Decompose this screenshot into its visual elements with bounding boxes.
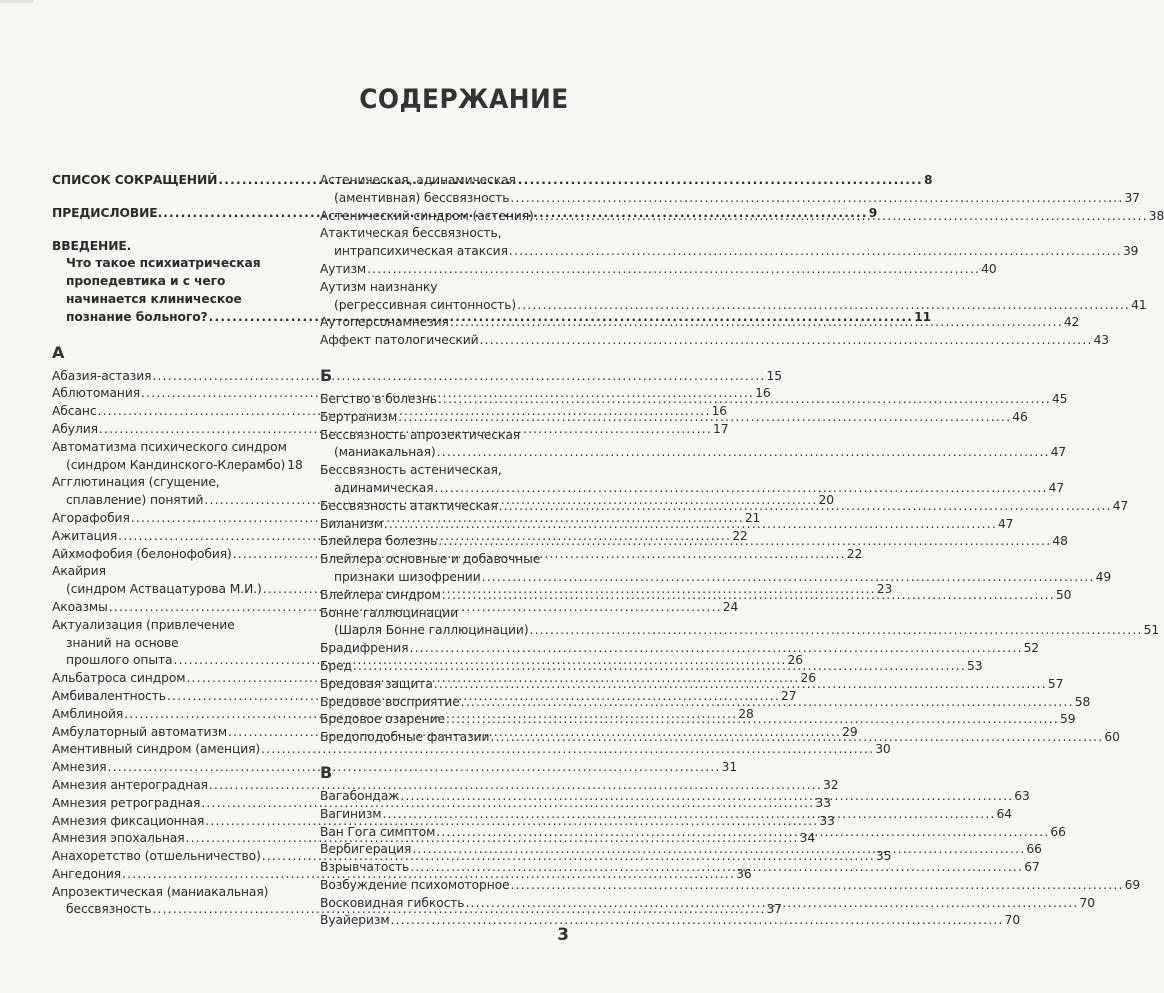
toc-page-number: 47 xyxy=(997,516,1014,531)
toc-page-number: 23 xyxy=(876,582,893,597)
toc-entry-title: Вагинизм xyxy=(320,806,382,821)
toc-entry[interactable] xyxy=(52,741,891,759)
toc-entry-row xyxy=(320,569,1112,587)
toc-page-number: 45 xyxy=(1051,391,1068,406)
toc-entry-title: (аментивная) бессвязность xyxy=(334,190,510,205)
toc-entry-line: Атактическая бессвязность, xyxy=(320,226,502,241)
toc-entry-title: Абсанс xyxy=(52,404,97,419)
toc-entry-title: Блейлера синдром xyxy=(320,587,441,602)
dot-leader xyxy=(510,190,1123,208)
dot-leader xyxy=(398,409,1011,427)
dot-leader xyxy=(446,711,1059,729)
toc-entry[interactable] xyxy=(52,439,303,475)
dot-leader xyxy=(400,788,1013,806)
toc-entry-row xyxy=(320,208,1164,226)
toc-entry-row xyxy=(320,261,997,279)
dot-leader xyxy=(438,533,1051,551)
toc-page-number: 53 xyxy=(966,658,983,673)
toc-page-number: 66 xyxy=(1026,842,1042,857)
toc-entry-title: (Шарля Бонне галлюцинации) xyxy=(334,623,529,638)
toc-entry-title: Блейлера болезнь xyxy=(320,534,438,549)
dot-leader xyxy=(382,806,995,824)
dot-leader xyxy=(434,676,1047,694)
toc-page-number: 52 xyxy=(1023,641,1040,656)
toc-entry-title: Амбивалентность xyxy=(52,688,166,703)
section-letter-v: В xyxy=(320,762,333,782)
toc-page-number: 43 xyxy=(1093,333,1110,348)
section-letter-b: Б xyxy=(320,365,333,385)
toc-entry-title: Вуайеризм xyxy=(320,913,390,928)
toc-entry-title: Аутоперсонамнезия xyxy=(320,315,449,330)
toc-entry[interactable] xyxy=(320,208,1164,226)
dot-leader xyxy=(509,243,1122,261)
toc-entry-line: начинается клиническое xyxy=(66,291,242,306)
toc-page-number: 58 xyxy=(1074,694,1091,709)
toc-entry-title: (маниакальная) xyxy=(334,445,436,460)
toc-entry[interactable] xyxy=(320,877,1141,895)
toc-page-number: 33 xyxy=(815,795,831,810)
dot-leader xyxy=(535,208,1148,226)
toc-page-number: 37 xyxy=(1124,190,1140,205)
toc-entry-title: Бертранизм xyxy=(320,409,398,424)
toc-page-number: 59 xyxy=(1060,712,1076,727)
toc-entry-title: Амблинойя xyxy=(52,706,124,721)
toc-entry-title: Бредоподобные фантазии xyxy=(320,730,490,745)
toc-entry-title: прошлого опыта xyxy=(66,653,173,668)
toc-entry-title: познание больного? xyxy=(66,309,208,324)
toc-page-number: 51 xyxy=(1143,623,1160,638)
toc-entry-line: пропедевтика и с чего xyxy=(66,274,226,289)
toc-entry-title: Амбулаторный автоматизм xyxy=(52,724,228,739)
section-letter-a: А xyxy=(52,342,65,362)
toc-entry-row xyxy=(320,332,1110,350)
toc-entry-title: ПРЕДИСЛОВИЕ. xyxy=(52,205,163,220)
toc-entry-title: Биланизм xyxy=(320,516,383,531)
toc-page-number: 67 xyxy=(1024,860,1040,875)
toc-page-number: 32 xyxy=(823,777,839,792)
toc-entry-title: Бредовое озарение xyxy=(320,712,445,727)
toc-entry-title: Агорафобия xyxy=(52,510,130,525)
dot-leader xyxy=(412,841,1025,859)
toc-entry-title: Ангедония xyxy=(52,866,122,881)
toc-entry-title: (синдром Аствацатурова М.И.) xyxy=(66,582,262,597)
toc-page-number: 69 xyxy=(1124,877,1141,892)
dot-leader xyxy=(480,332,1093,350)
toc-page-number: 20 xyxy=(818,493,834,508)
toc-entry-title: (синдром Кандинского-Клерамбо) xyxy=(66,457,286,472)
toc-entry-title: Ван Гога симптом xyxy=(320,824,436,839)
toc-page-number: 21 xyxy=(744,510,761,525)
toc-page-number: 29 xyxy=(842,724,858,739)
toc-page-number: 8 xyxy=(923,173,933,187)
toc-page-number: 40 xyxy=(981,261,997,276)
toc-entry-line: Апрозектическая (маниакальная) xyxy=(52,884,269,899)
toc-page-number: 22 xyxy=(846,546,863,561)
toc-entry-line: Аутизм наизнанку xyxy=(320,279,438,294)
dot-leader xyxy=(353,658,966,676)
toc-entry-title: Астенический синдром (астения) xyxy=(320,208,534,223)
toc-entry-title: сплавление) понятий xyxy=(66,493,204,508)
dot-leader xyxy=(482,569,1095,587)
toc-entry-title: Бредовое восприятие xyxy=(320,694,460,709)
toc-page-number: 39 xyxy=(1122,244,1139,259)
toc-page-number: 66 xyxy=(1050,824,1066,839)
toc-page-number: 16 xyxy=(755,386,771,401)
toc-entry-title: Амнезия эпохальная xyxy=(52,831,185,846)
dot-leader xyxy=(465,895,1078,913)
toc-page-number: 17 xyxy=(712,421,729,436)
toc-entry-title: Ажитация xyxy=(52,528,118,543)
toc-entry-title: Амнезия ретроградная xyxy=(52,795,201,810)
toc-entry-row xyxy=(320,622,1160,640)
toc-page-number: 47 xyxy=(1050,445,1067,460)
toc-entry-line: ВВЕДЕНИЕ. xyxy=(52,238,132,253)
toc-entry-row xyxy=(320,297,1147,315)
toc-entry-line: Бонне галлюцинации xyxy=(320,605,459,620)
toc-entry-title: Брадифрения xyxy=(320,641,409,656)
toc-entry-row xyxy=(320,243,1139,261)
toc-entry-title: Восковидная гибкость xyxy=(320,895,465,910)
toc-entry-title: Бредовая защита xyxy=(320,676,433,691)
toc-page-number: 36 xyxy=(736,866,752,881)
toc-page-number: 26 xyxy=(800,671,816,686)
toc-entry-line: Астеническая, адинамическая xyxy=(320,173,516,187)
dot-leader xyxy=(437,444,1050,462)
toc-page-number: 26 xyxy=(787,653,803,668)
toc-entry-line: знаний на основе xyxy=(66,635,179,650)
toc-entry-title: признаки шизофрении xyxy=(334,569,481,584)
dot-leader xyxy=(438,391,1051,409)
toc-page-number: 49 xyxy=(1095,569,1112,584)
toc-entry-title: Абулия xyxy=(52,421,98,436)
toc-entry-line: Акайрия xyxy=(52,564,106,579)
toc-entry-title: Аблютомания xyxy=(52,386,141,401)
toc-page-number: 48 xyxy=(1052,534,1068,549)
toc-page-number: 16 xyxy=(711,404,728,419)
toc-page-number: 37 xyxy=(766,902,782,917)
page-number: 3 xyxy=(557,925,569,945)
dot-leader xyxy=(367,261,980,279)
toc-entry-title: Бессвязность атактическая xyxy=(320,498,498,513)
toc-entry-title: Айхмофобия (белонофобия) xyxy=(52,546,232,561)
toc-page-number: 63 xyxy=(1014,788,1030,803)
dot-leader xyxy=(511,877,1124,895)
toc-entry-row xyxy=(52,759,738,777)
toc-entry-row xyxy=(52,368,782,386)
toc-page-number: 47 xyxy=(1112,498,1129,513)
toc-page-number: 35 xyxy=(875,849,892,864)
toc-entry-row xyxy=(320,480,1065,498)
toc-entry-row xyxy=(320,877,1141,895)
toc-entry[interactable] xyxy=(320,279,1147,315)
toc-entry-title: Бегство в болезнь xyxy=(320,391,437,406)
toc-entry-title: Амнезия фиксационная xyxy=(52,813,205,828)
toc-page-number: 15 xyxy=(766,368,782,383)
toc-entry-title: Вербигерация xyxy=(320,842,412,857)
toc-entry[interactable] xyxy=(320,332,1110,350)
toc-entry-title: Вагабондаж xyxy=(320,788,400,803)
toc-entry-title: Альбатроса синдром xyxy=(52,671,186,686)
toc-page-number: 47 xyxy=(1048,480,1065,495)
toc-page-number: 38 xyxy=(1148,208,1164,223)
toc-page-number: 24 xyxy=(722,599,739,614)
toc-entry-title: Анахоретство (отшельничество) xyxy=(52,849,261,864)
toc-page-number: 46 xyxy=(1012,409,1028,424)
toc-entry-line: Бессвязность астеническая, xyxy=(320,463,502,478)
toc-entry-title: Амнезия антероградная xyxy=(52,777,208,792)
toc-page-number: 64 xyxy=(996,806,1012,821)
dot-leader xyxy=(450,314,1063,332)
toc-entry-title: Аутизм xyxy=(320,261,367,276)
toc-page-number: 70 xyxy=(1079,895,1095,910)
toc-page-number: 70 xyxy=(1004,913,1021,928)
toc-entry[interactable] xyxy=(320,225,1139,261)
dot-leader xyxy=(410,640,1023,658)
dot-leader xyxy=(391,912,1004,930)
scan-edge-mark xyxy=(0,0,34,3)
toc-entry-title: Аментивный синдром (аменция) xyxy=(52,742,261,757)
dot-leader xyxy=(490,729,1103,747)
toc-entry[interactable] xyxy=(52,759,738,777)
toc-page-number: 9 xyxy=(868,205,878,220)
toc-entry-line: Блейлера основные и добавочные xyxy=(320,552,541,567)
toc-entry-row xyxy=(52,457,303,475)
toc-page-number: 34 xyxy=(799,831,816,846)
toc-page-number: 27 xyxy=(780,688,797,703)
toc-entry-row xyxy=(52,777,839,795)
toc-entry-title: адинамическая xyxy=(334,480,434,495)
toc-entry-title: Амнезия xyxy=(52,760,107,775)
page-title: СОДЕРЖАНИЕ xyxy=(359,84,569,115)
toc-entry-title: (регрессивная синтонность) xyxy=(334,297,517,312)
toc-entry-line: Автоматизма психического синдром xyxy=(52,439,287,454)
dot-leader xyxy=(530,622,1143,640)
toc-page-number: 57 xyxy=(1047,676,1064,691)
toc-entry-title: Акоазмы xyxy=(52,599,108,614)
toc-page-number: 18 xyxy=(287,457,303,472)
toc-entry[interactable] xyxy=(320,640,1040,658)
toc-entry-row xyxy=(320,640,1040,658)
toc-page-number: 22 xyxy=(732,528,748,543)
toc-entry-title: Бред xyxy=(320,658,352,673)
dot-leader xyxy=(384,516,997,534)
toc-entry-row xyxy=(52,741,891,759)
toc-entry-line: Бессвязность апрозектическая xyxy=(320,427,521,442)
toc-entry[interactable] xyxy=(52,777,839,795)
toc-entry-title: СПИСОК СОКРАЩЕНИЙ xyxy=(52,173,218,187)
toc-page-number: 30 xyxy=(875,742,891,757)
toc-entry[interactable] xyxy=(52,368,782,386)
dot-leader xyxy=(461,694,1074,712)
dot-leader xyxy=(435,480,1048,498)
toc-entry-title: бессвязность xyxy=(66,902,152,917)
toc-entry-row xyxy=(320,190,1140,208)
toc-entry-line: Агглютинация (сгущение, xyxy=(52,475,220,490)
toc-page-number: 41 xyxy=(1131,297,1147,312)
toc-entry-title: Взрывчатость xyxy=(320,860,410,875)
toc-entry-row xyxy=(320,912,1021,930)
toc-entry-row xyxy=(320,444,1067,462)
toc-entry[interactable] xyxy=(320,172,1140,208)
toc-entry-title: Абазия-астазия xyxy=(52,368,152,383)
toc-entry-line: Актуализация (привлечение xyxy=(52,617,235,632)
toc-entry-title: Аффект патологический xyxy=(320,333,479,348)
toc-page-number: 50 xyxy=(1055,587,1072,602)
dot-leader xyxy=(442,587,1055,605)
toc-entry[interactable] xyxy=(320,462,1065,498)
toc-entry[interactable] xyxy=(320,261,997,279)
toc-entry-title: Возбуждение психомоторное xyxy=(320,877,510,892)
toc-page-number: 60 xyxy=(1104,730,1120,745)
toc-page-number: 42 xyxy=(1063,315,1080,330)
toc-page-number: 11 xyxy=(914,309,932,324)
toc-entry-title: интрапсихическая атаксия xyxy=(334,244,508,259)
dot-leader xyxy=(410,859,1023,877)
toc-page-number: 28 xyxy=(738,706,754,721)
toc-entry[interactable] xyxy=(320,912,1021,930)
toc-page-number: 33 xyxy=(819,813,835,828)
dot-leader xyxy=(436,824,1049,842)
dot-leader xyxy=(517,297,1130,315)
toc-entry-line: Что такое психиатрическая xyxy=(66,256,261,271)
dot-leader xyxy=(499,498,1112,516)
toc-page-number: 31 xyxy=(721,760,738,775)
